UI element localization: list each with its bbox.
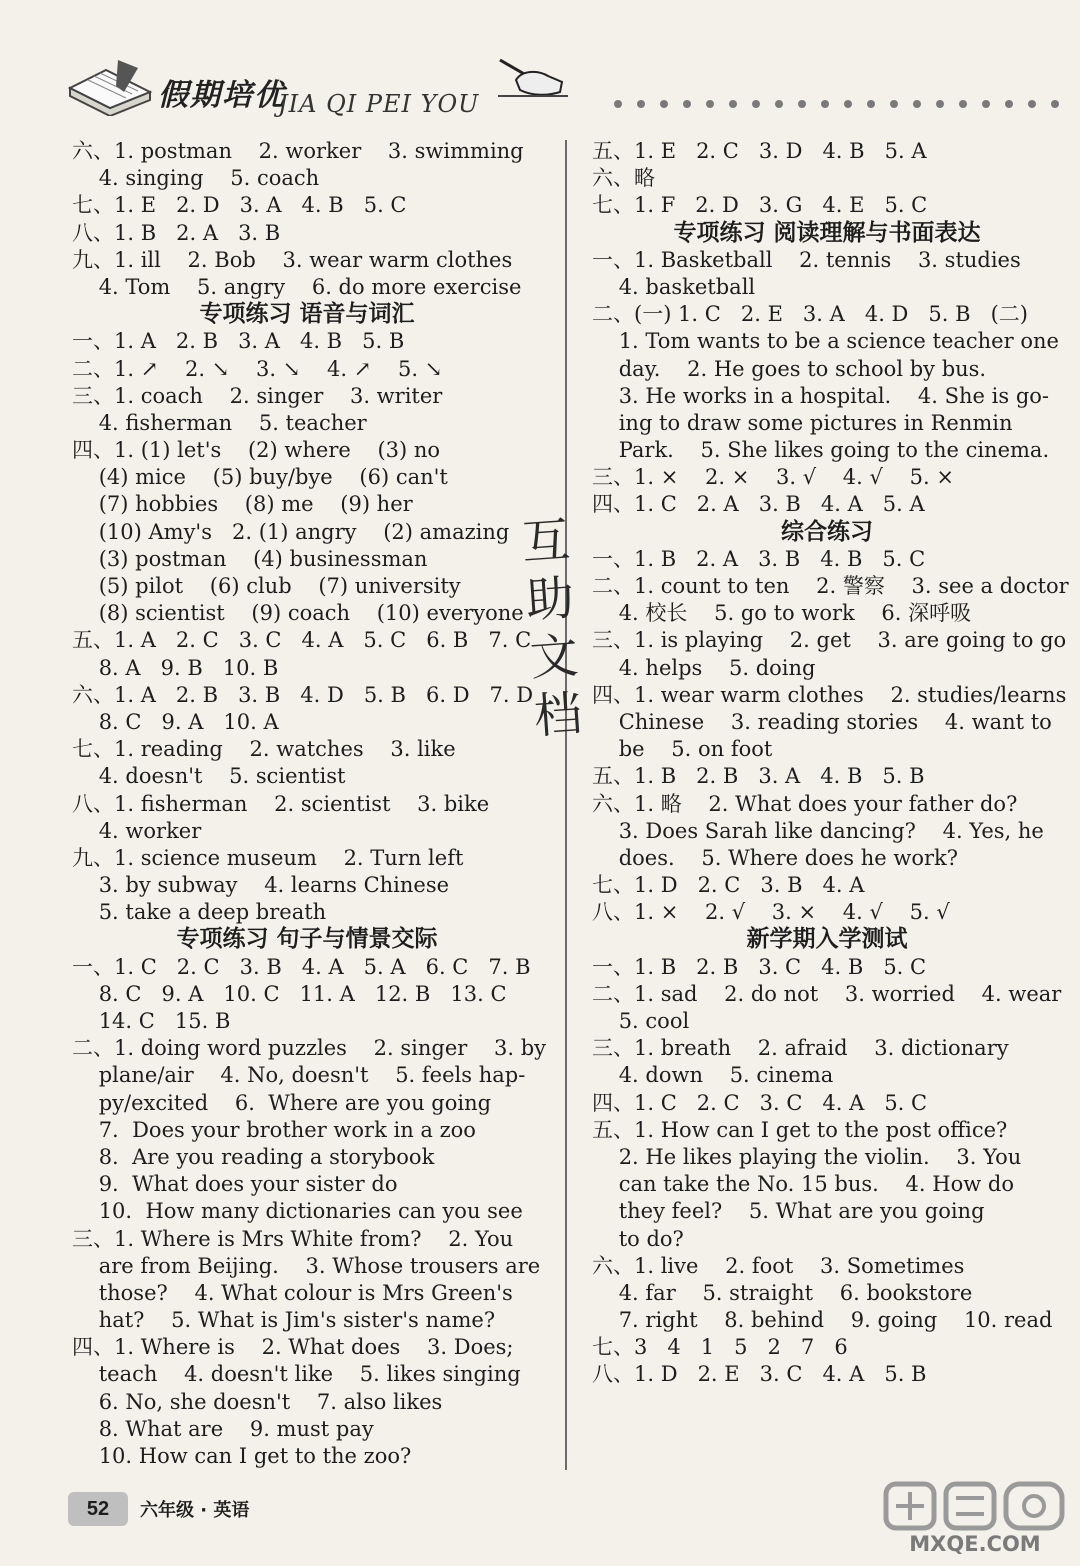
answer-line: are from Beijing. 3. Whose trousers are: [72, 1253, 541, 1278]
answer-line: 八、1. D 2. E 3. C 4. A 5. B: [592, 1362, 927, 1387]
answer-line: 一、1. B 2. A 3. B 4. B 5. C: [592, 546, 926, 571]
answer-line: (8) scientist (9) coach (10) everyone: [72, 601, 524, 626]
section-heading: 专项练习 句子与情景交际: [176, 926, 438, 953]
answer-line: Chinese 3. reading stories 4. want to: [592, 709, 1052, 734]
answer-line: (7) hobbies (8) me (9) her: [72, 492, 413, 517]
answer-line: 4. basketball: [592, 274, 756, 299]
answer-line: (5) pilot (6) club (7) university: [72, 574, 461, 598]
answer-line: 一、1. C 2. C 3. B 4. A 5. A 6. C 7. B: [72, 954, 531, 979]
watermark-text: MXQE.COM: [909, 1532, 1041, 1556]
answer-line: 9. What does your sister do: [72, 1172, 398, 1197]
answer-line: 10. How can I get to the zoo?: [72, 1444, 412, 1468]
answer-line: 一、1. A 2. B 3. A 4. B 5. B: [72, 329, 405, 354]
section-heading: 新学期入学测试: [746, 926, 908, 953]
answer-line: ing to draw some pictures in Renmin: [592, 410, 1013, 435]
answer-line: 八、1. × 2. √ 3. × 4. √ 5. √: [592, 900, 950, 925]
answer-line: 4. worker: [72, 818, 202, 843]
answer-line: 4. singing 5. coach: [72, 166, 320, 191]
answer-line: 五、1. B 2. B 3. A 4. B 5. B: [592, 764, 925, 789]
answer-line: 1. Tom wants to be a science teacher one: [592, 329, 1059, 354]
answer-line: 6. No, she doesn't 7. also likes: [72, 1389, 443, 1414]
section-heading: 专项练习 语音与词汇: [199, 301, 415, 328]
answer-line: 三、1. is playing 2. get 3. are going to go: [592, 628, 1067, 653]
answer-line: 三、1. coach 2. singer 3. writer: [72, 383, 443, 408]
answer-line: 二、1. sad 2. do not 3. worried 4. wear: [592, 981, 1062, 1006]
answer-line: they feel? 5. What are you going: [592, 1199, 985, 1224]
hand-writing-icon: [498, 56, 568, 100]
brand-title-en: JIA QI PEI YOU: [278, 90, 480, 118]
answer-line: day. 2. He goes to school by bus.: [592, 356, 987, 381]
header-dots: [612, 98, 1062, 110]
answer-line: 二、(一) 1. C 2. E 3. A 4. D 5. B (二): [592, 302, 1028, 327]
answer-line: 七、1. D 2. C 3. B 4. A: [592, 873, 865, 898]
page-number: 52: [68, 1492, 128, 1526]
answer-line: (3) postman (4) businessman: [72, 546, 428, 571]
answer-line: 5. take a deep breath: [72, 900, 327, 925]
watermark-logo-icon: [880, 1478, 1070, 1534]
answer-line: 五、1. How can I get to the post office?: [592, 1117, 1008, 1142]
answer-line: 3. Does Sarah like dancing? 4. Yes, he: [592, 818, 1044, 843]
answer-line: (4) mice (5) buy/bye (6) can't: [72, 465, 448, 490]
answer-line: 六、1. live 2. foot 3. Sometimes: [592, 1253, 965, 1278]
answer-line: 4. down 5. cinema: [592, 1063, 834, 1088]
answer-line: does. 5. Where does he work?: [592, 845, 958, 870]
answer-line: 4. doesn't 5. scientist: [72, 764, 346, 789]
answer-line: be 5. on foot: [592, 737, 773, 762]
answer-line: 八、1. fisherman 2. scientist 3. bike: [72, 791, 490, 816]
answer-line: can take the No. 15 bus. 4. How do: [592, 1172, 1014, 1197]
answer-line: to do?: [592, 1226, 684, 1251]
answer-line: 4. fisherman 5. teacher: [72, 410, 367, 435]
answer-line: 三、1. Where is Mrs White from? 2. You: [72, 1226, 514, 1251]
answer-line: 八、1. B 2. A 3. B: [72, 220, 281, 245]
answer-line: 二、1. ↗ 2. ↘ 3. ↘ 4. ↗ 5. ↘: [72, 356, 443, 381]
answer-line: hat? 5. What is Jim's sister's name?: [72, 1308, 496, 1333]
answer-line: plane/air 4. No, doesn't 5. feels hap-: [72, 1063, 526, 1088]
answer-line: Park. 5. She likes going to the cinema.: [592, 438, 1050, 463]
answer-line: 七、1. F 2. D 3. G 4. E 5. C: [592, 193, 928, 218]
answer-line: 五、1. E 2. C 3. D 4. B 5. A: [592, 139, 927, 163]
answer-column-right: [592, 138, 1069, 1389]
section-heading: 综合练习: [781, 518, 873, 545]
grade-subject-label: 六年级 · 英语: [140, 1500, 250, 1521]
answer-line: those? 4. What colour is Mrs Green's: [72, 1280, 513, 1305]
answer-line: 2. He likes playing the violin. 3. You: [592, 1144, 1022, 1169]
handwritten-note: 互助文档: [520, 512, 584, 745]
answer-line: py/excited 6. Where are you going: [72, 1090, 492, 1115]
watermark: [880, 1478, 1070, 1560]
answer-line: 5. cool: [592, 1009, 690, 1033]
answer-line: 4. Tom 5. angry 6. do more exercise: [72, 274, 522, 299]
answer-line: 一、1. Basketball 2. tennis 3. studies: [592, 247, 1021, 272]
answer-line: 四、1. (1) let's (2) where (3) no: [72, 438, 441, 463]
answer-line: (10) Amy's 2. (1) angry (2) amazing: [72, 519, 510, 544]
answer-line: 4. helps 5. doing: [592, 655, 816, 680]
answer-line: 3. He works in a hospital. 4. She is go-: [592, 383, 1050, 408]
page-header: [0, 0, 1080, 140]
answer-line: 七、1. E 2. D 3. A 4. B 5. C: [72, 193, 407, 218]
answer-line: 4. far 5. straight 6. bookstore: [592, 1280, 973, 1305]
answer-line: 一、1. B 2. B 3. C 4. B 5. C: [592, 954, 927, 979]
answer-line: 7. Does your brother work in a zoo: [72, 1117, 476, 1142]
answer-line: 六、1. postman 2. worker 3. swimming: [72, 139, 524, 163]
answer-line: teach 4. doesn't like 5. likes singing: [72, 1362, 521, 1387]
answer-line: 4. 校长 5. go to work 6. 深呼吸: [592, 601, 972, 626]
answer-line: 九、1. ill 2. Bob 3. wear warm clothes: [72, 247, 513, 272]
answer-line: 二、1. count to ten 2. 警察 3. see a doctor: [592, 574, 1069, 598]
brand-title-cn: 假期培优: [158, 78, 286, 113]
column-divider: [565, 140, 567, 1470]
answer-line: 四、1. wear warm clothes 2. studies/learns: [592, 682, 1067, 707]
book-pen-icon: [66, 58, 156, 116]
answer-line: 四、1. C 2. C 3. C 4. A 5. C: [592, 1090, 928, 1115]
answer-line: 10. How many dictionaries can you see: [72, 1199, 523, 1224]
answer-line: 五、1. A 2. C 3. C 4. A 5. C 6. B 7. C: [72, 628, 532, 653]
section-heading: 专项练习 阅读理解与书面表达: [673, 219, 981, 246]
answer-line: 8. C 9. A 10. C 11. A 12. B 13. C: [72, 981, 507, 1006]
answer-line: 7. right 8. behind 9. going 10. read: [592, 1308, 1053, 1333]
answer-line: 二、1. doing word puzzles 2. singer 3. by: [72, 1036, 547, 1061]
answer-line: 14. C 15. B: [72, 1009, 231, 1033]
answer-line: 三、1. × 2. × 3. √ 4. √ 5. ×: [592, 465, 954, 490]
answer-line: 七、3 4 1 5 2 7 6: [592, 1335, 848, 1360]
answer-line: 六、1. 略 2. What does your father do?: [592, 791, 1018, 816]
answer-line: 3. by subway 4. learns Chinese: [72, 873, 450, 898]
answer-line: 8. A 9. B 10. B: [72, 655, 279, 680]
answer-column-left: [72, 138, 547, 1470]
answer-line: 九、1. science museum 2. Turn left: [72, 845, 464, 870]
answer-line: 六、1. A 2. B 3. B 4. D 5. B 6. D 7. D: [72, 682, 534, 707]
answer-line: 七、1. reading 2. watches 3. like: [72, 737, 456, 762]
answer-line: 8. Are you reading a storybook: [72, 1144, 435, 1169]
answer-line: 六、略: [592, 166, 655, 191]
answer-line: 8. What are 9. must pay: [72, 1416, 374, 1441]
answer-line: 三、1. breath 2. afraid 3. dictionary: [592, 1036, 1009, 1061]
answer-line: 四、1. C 2. A 3. B 4. A 5. A: [592, 492, 925, 517]
answer-line: 四、1. Where is 2. What does 3. Does;: [72, 1335, 514, 1360]
answer-line: 8. C 9. A 10. A: [72, 709, 279, 734]
